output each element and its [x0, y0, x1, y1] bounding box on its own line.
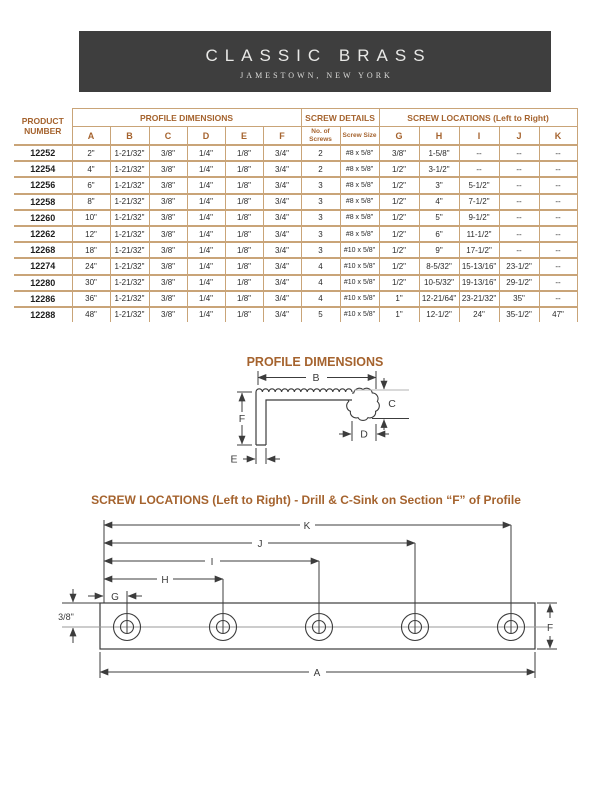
cell-dim-f: 3/4": [263, 177, 301, 193]
col-header-i: I: [459, 127, 499, 146]
cell-dim-d: 1/4": [187, 275, 225, 291]
cell-loc-g: 1/2": [379, 210, 419, 226]
cell-screw-size: #8 x 5/8": [340, 177, 379, 193]
cell-screw-size: #8 x 5/8": [340, 194, 379, 210]
cell-loc-h: 9": [419, 242, 459, 258]
profile-diagram-title: PROFILE DIMENSIONS: [246, 355, 384, 369]
cell-product-number: 12280: [14, 275, 72, 291]
col-header-k: K: [539, 127, 577, 146]
cell-dim-f: 3/4": [263, 226, 301, 242]
cell-dim-e: 1/8": [225, 275, 263, 291]
cell-loc-i: 17-1/2": [459, 242, 499, 258]
cell-screw-size: #10 x 5/8": [340, 291, 379, 307]
cell-dim-b: 1-21/32": [110, 177, 149, 193]
cell-loc-g: 1/2": [379, 194, 419, 210]
cell-loc-h: 4": [419, 194, 459, 210]
cell-dim-a: 10": [72, 210, 110, 226]
dim-label-e: E: [230, 453, 238, 466]
screw-diagram-title: SCREW LOCATIONS (Left to Right) - Drill & C-Sink on Section “F” of Profile: [91, 493, 521, 507]
cell-num-screws: 5: [301, 307, 340, 322]
cell-loc-i: 7-1/2": [459, 194, 499, 210]
cell-screw-size: #8 x 5/8": [340, 161, 379, 177]
cell-dim-f: 3/4": [263, 194, 301, 210]
cell-loc-i: 5-1/2": [459, 177, 499, 193]
cell-dim-c: 3/8": [149, 145, 187, 161]
cell-loc-g: 1/2": [379, 177, 419, 193]
cell-screw-size: #10 x 5/8": [340, 258, 379, 274]
cell-dim-b: 1-21/32": [110, 226, 149, 242]
table-row: [14, 177, 577, 193]
col-header-screw-size: Screw Size: [340, 127, 379, 146]
cell-dim-d: 1/4": [187, 258, 225, 274]
cell-dim-c: 3/8": [149, 161, 187, 177]
table-row: [14, 291, 577, 307]
cell-dim-b: 1-21/32": [110, 161, 149, 177]
cell-dim-c: 3/8": [149, 258, 187, 274]
cell-dim-f: 3/4": [263, 210, 301, 226]
dim-label-f-right: F: [546, 623, 554, 634]
cell-product-number: 12252: [14, 145, 72, 161]
cell-dim-a: 36": [72, 291, 110, 307]
col-header-e: E: [225, 127, 263, 146]
profile-diagram: [150, 366, 480, 480]
cell-dim-a: 30": [72, 275, 110, 291]
cell-loc-j: --: [499, 242, 539, 258]
cell-product-number: 12258: [14, 194, 72, 210]
cell-dim-a: 18": [72, 242, 110, 258]
cell-loc-k: --: [539, 177, 577, 193]
dim-label-b: B: [312, 372, 320, 384]
table-row: [14, 307, 577, 322]
cell-dim-c: 3/8": [149, 177, 187, 193]
cell-dim-f: 3/4": [263, 161, 301, 177]
table-row: [14, 242, 577, 258]
dim-label-j: J: [257, 539, 263, 550]
cell-num-screws: 4: [301, 291, 340, 307]
col-header-a: A: [72, 127, 110, 146]
cell-dim-e: 1/8": [225, 242, 263, 258]
cell-screw-size: #10 x 5/8": [340, 275, 379, 291]
table-subheader-row: [14, 127, 577, 146]
cell-dim-e: 1/8": [225, 161, 263, 177]
cell-loc-g: 1/2": [379, 161, 419, 177]
cell-screw-size: #8 x 5/8": [340, 226, 379, 242]
cell-loc-g: 1/2": [379, 226, 419, 242]
cell-screw-size: #8 x 5/8": [340, 145, 379, 161]
screw-locations-diagram: [40, 515, 585, 685]
col-header-no-of-screws: No. of Screws: [301, 127, 340, 146]
cell-dim-a: 2": [72, 145, 110, 161]
cell-dim-b: 1-21/32": [110, 275, 149, 291]
group-header-screw-locations: SCREW LOCATIONS (Left to Right): [379, 109, 577, 127]
cell-dim-f: 3/4": [263, 145, 301, 161]
cell-loc-k: 47": [539, 307, 577, 322]
cell-dim-d: 1/4": [187, 161, 225, 177]
cell-dim-c: 3/8": [149, 291, 187, 307]
spec-table-body: [14, 145, 577, 322]
cell-dim-d: 1/4": [187, 307, 225, 322]
cell-loc-k: --: [539, 161, 577, 177]
table-row: [14, 275, 577, 291]
cell-loc-k: --: [539, 226, 577, 242]
cell-dim-c: 3/8": [149, 226, 187, 242]
table-row: [14, 194, 577, 210]
cell-loc-i: 24": [459, 307, 499, 322]
cell-num-screws: 3: [301, 177, 340, 193]
cell-loc-h: 5": [419, 210, 459, 226]
brand-header: [79, 31, 551, 92]
cell-loc-h: 8-5/32": [419, 258, 459, 274]
cell-loc-i: --: [459, 161, 499, 177]
cell-dim-c: 3/8": [149, 307, 187, 322]
cell-screw-size: #10 x 5/8": [340, 307, 379, 322]
cell-product-number: 12260: [14, 210, 72, 226]
cell-dim-b: 1-21/32": [110, 194, 149, 210]
cell-loc-h: 1-5/8": [419, 145, 459, 161]
cell-dim-b: 1-21/32": [110, 242, 149, 258]
dim-label-g: G: [111, 592, 119, 603]
product-number-header: PRODUCT NUMBER: [14, 109, 72, 146]
cell-dim-d: 1/4": [187, 177, 225, 193]
group-header-screw-details: SCREW DETAILS: [301, 109, 379, 127]
dim-label-c: C: [388, 398, 396, 410]
col-header-b: B: [110, 127, 149, 146]
cell-loc-j: --: [499, 161, 539, 177]
dim-label-a: A: [313, 668, 321, 679]
cell-loc-g: 3/8": [379, 145, 419, 161]
cell-product-number: 12262: [14, 226, 72, 242]
cell-loc-k: --: [539, 210, 577, 226]
cell-dim-d: 1/4": [187, 242, 225, 258]
cell-num-screws: 2: [301, 145, 340, 161]
dim-e-lines: [243, 448, 280, 464]
cell-screw-size: #10 x 5/8": [340, 242, 379, 258]
cell-product-number: 12256: [14, 177, 72, 193]
cell-loc-j: 23-1/2": [499, 258, 539, 274]
cell-loc-g: 1": [379, 291, 419, 307]
group-header-profile-dimensions: PROFILE DIMENSIONS: [72, 109, 301, 127]
cell-loc-j: --: [499, 194, 539, 210]
cell-loc-j: --: [499, 226, 539, 242]
cell-loc-i: 11-1/2": [459, 226, 499, 242]
cell-loc-k: --: [539, 242, 577, 258]
cell-loc-j: --: [499, 210, 539, 226]
cell-product-number: 12268: [14, 242, 72, 258]
dim-label-f: F: [238, 413, 246, 425]
col-header-c: C: [149, 127, 187, 146]
cell-loc-g: 1": [379, 307, 419, 322]
dim-label-h: H: [161, 575, 169, 586]
cell-dim-b: 1-21/32": [110, 258, 149, 274]
cell-product-number: 12286: [14, 291, 72, 307]
cell-dim-a: 8": [72, 194, 110, 210]
cell-dim-c: 3/8": [149, 194, 187, 210]
cell-loc-h: 3": [419, 177, 459, 193]
col-header-f: F: [263, 127, 301, 146]
cell-loc-g: 1/2": [379, 258, 419, 274]
cell-loc-k: --: [539, 145, 577, 161]
cell-num-screws: 3: [301, 194, 340, 210]
cell-loc-k: --: [539, 258, 577, 274]
dim-label-k: K: [303, 521, 311, 532]
cell-screw-size: #8 x 5/8": [340, 210, 379, 226]
cell-loc-g: 1/2": [379, 275, 419, 291]
col-header-g: G: [379, 127, 419, 146]
cell-num-screws: 3: [301, 226, 340, 242]
table-group-header-row: [14, 109, 577, 127]
cell-loc-k: --: [539, 291, 577, 307]
cell-dim-e: 1/8": [225, 291, 263, 307]
cell-loc-i: 15-13/16": [459, 258, 499, 274]
dim-label-d: D: [360, 428, 368, 441]
cell-dim-a: 48": [72, 307, 110, 322]
dim-label-i: I: [210, 557, 214, 568]
cell-dim-e: 1/8": [225, 194, 263, 210]
cell-dim-c: 3/8": [149, 275, 187, 291]
cell-dim-e: 1/8": [225, 145, 263, 161]
cell-dim-e: 1/8": [225, 177, 263, 193]
table-row: [14, 226, 577, 242]
table-row: [14, 161, 577, 177]
cell-product-number: 12254: [14, 161, 72, 177]
cell-dim-b: 1-21/32": [110, 291, 149, 307]
bar-outline: [100, 603, 535, 649]
cell-dim-a: 6": [72, 177, 110, 193]
cell-product-number: 12288: [14, 307, 72, 322]
cell-num-screws: 2: [301, 161, 340, 177]
cell-dim-b: 1-21/32": [110, 210, 149, 226]
cell-dim-f: 3/4": [263, 258, 301, 274]
cell-dim-d: 1/4": [187, 145, 225, 161]
cell-dim-c: 3/8": [149, 242, 187, 258]
table-row: [14, 145, 577, 161]
cell-num-screws: 3: [301, 210, 340, 226]
col-header-d: D: [187, 127, 225, 146]
col-header-h: H: [419, 127, 459, 146]
cell-loc-j: --: [499, 145, 539, 161]
cell-loc-i: --: [459, 145, 499, 161]
cell-loc-h: 3-1/2": [419, 161, 459, 177]
cell-dim-f: 3/4": [263, 275, 301, 291]
cell-loc-j: 29-1/2": [499, 275, 539, 291]
brand-subtitle: JAMESTOWN, NEW YORK: [240, 71, 393, 80]
dim-label-offset: 3/8": [58, 612, 74, 622]
cell-dim-c: 3/8": [149, 210, 187, 226]
cell-product-number: 12274: [14, 258, 72, 274]
cell-dim-e: 1/8": [225, 210, 263, 226]
cell-dim-d: 1/4": [187, 291, 225, 307]
cell-dim-b: 1-21/32": [110, 307, 149, 322]
col-header-j: J: [499, 127, 539, 146]
cell-loc-j: --: [499, 177, 539, 193]
cell-num-screws: 4: [301, 258, 340, 274]
cell-num-screws: 3: [301, 242, 340, 258]
cell-loc-j: 35-1/2": [499, 307, 539, 322]
cell-num-screws: 4: [301, 275, 340, 291]
cell-dim-f: 3/4": [263, 307, 301, 322]
brand-title: CLASSIC BRASS: [205, 46, 432, 65]
cell-loc-i: 19-13/16": [459, 275, 499, 291]
cell-dim-d: 1/4": [187, 226, 225, 242]
cell-loc-g: 1/2": [379, 242, 419, 258]
table-row: [14, 258, 577, 274]
cell-dim-f: 3/4": [263, 242, 301, 258]
cell-dim-f: 3/4": [263, 291, 301, 307]
table-row: [14, 210, 577, 226]
cell-loc-i: 9-1/2": [459, 210, 499, 226]
cell-dim-b: 1-21/32": [110, 145, 149, 161]
cell-loc-h: 12-21/64": [419, 291, 459, 307]
cell-loc-h: 12-1/2": [419, 307, 459, 322]
cell-loc-h: 6": [419, 226, 459, 242]
cell-dim-e: 1/8": [225, 226, 263, 242]
cell-dim-e: 1/8": [225, 307, 263, 322]
cell-dim-d: 1/4": [187, 210, 225, 226]
cell-loc-j: 35": [499, 291, 539, 307]
cell-loc-k: --: [539, 194, 577, 210]
cell-dim-a: 4": [72, 161, 110, 177]
cell-loc-k: --: [539, 275, 577, 291]
cell-loc-i: 23-21/32": [459, 291, 499, 307]
cell-dim-a: 12": [72, 226, 110, 242]
cell-dim-a: 24": [72, 258, 110, 274]
product-spec-table: [14, 108, 578, 322]
cell-dim-e: 1/8": [225, 258, 263, 274]
cell-dim-d: 1/4": [187, 194, 225, 210]
cell-loc-h: 10-5/32": [419, 275, 459, 291]
